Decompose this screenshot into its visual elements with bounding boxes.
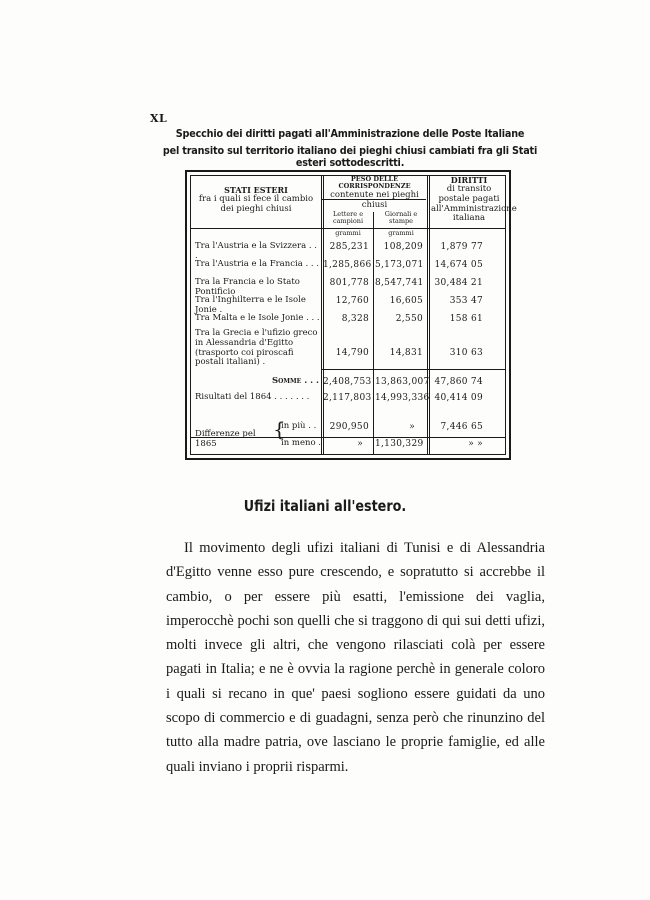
row-stato: Tra la Grecia e l'ufizio greco in Alessandria d'Egitto (trasporto coi piroscafi postali italiani) . <box>195 328 318 368</box>
differenze-piu-lettere: 290,950 <box>329 422 369 432</box>
diritti-subtitle: di transito postale pagati all'Amministrazione italiana <box>431 184 517 224</box>
differenze-piu-giornali: » <box>409 422 415 432</box>
differenze-meno-lettere: » <box>357 439 363 449</box>
risultati-lettere: 2,117,803 <box>323 393 372 403</box>
row-stato: Tra l'Austria e la Svizzera . . . <box>195 241 317 261</box>
somme-diritti: 47,860 74 <box>434 377 483 387</box>
stati-title: STATI ESTERI <box>224 185 288 195</box>
unit-grammi: grammi <box>335 229 361 237</box>
differenze-piu-label: in più . . <box>281 421 317 431</box>
row-giornali: 108,209 <box>383 242 423 252</box>
brace-icon: { <box>273 417 286 441</box>
page-number: XL <box>150 112 168 125</box>
stati-subtitle: fra i quali si fece il cambio dei pieghi chiusi <box>198 194 314 214</box>
row-diritti: 1,879 77 <box>440 242 483 252</box>
row-lettere: 12,760 <box>335 296 369 306</box>
row-lettere: 1,285,866 <box>323 260 372 270</box>
row-lettere: 14,790 <box>335 348 369 358</box>
row-giornali: 5,173,071 <box>375 260 424 270</box>
col-lettere: Lettere e campioni <box>332 210 364 226</box>
sum-divider <box>321 369 506 370</box>
risultati-giornali: 14,993,336 <box>375 393 430 403</box>
row-stato: Tra l'Austria e la Francia . . . <box>195 259 319 269</box>
row-stato: Tra l'Inghilterra e le Isole Jonie . <box>195 295 306 315</box>
body-paragraph: Il movimento degli ufizi italiani di Tunisi e di Alessandria d'Egitto venne esso pure crescendo, e sopratutto si accrebbe il cambio, o per essere più esatti, l'emissione dei vaglia, imperocchè pochi son quelli che si traggono di qui sui detti ufizi, molti invece gli altri, che vengono rilasciati colà per essere pagati in Italia; e ne è ovvia la ragione perchè in generale coloro i quali si recano in que' paesi sogliono essere guidati da uno scopo di commercio e di guadagni, senza però che rinunzino del tutto alla madre patria, ove lasciano le proprie famiglie, ed alle quali inviano i proprii risparmi. <box>166 540 545 775</box>
risultati-diritti: 40,414 09 <box>434 393 483 403</box>
row-diritti: 158 61 <box>449 314 483 324</box>
row-giornali: 8,547,741 <box>375 278 424 288</box>
differenze-meno-label: in meno . <box>281 438 321 448</box>
peso-subtitle: contenute nei pieghi chiusi <box>330 189 419 210</box>
differenze-label: Differenze pel 1865 <box>195 429 256 449</box>
somme-giornali: 13,863,007 <box>375 377 430 387</box>
row-giornali: 16,605 <box>389 296 423 306</box>
row-diritti: 14,674 05 <box>434 260 483 270</box>
table-title-line-1: Specchio dei diritti pagati all'Amministrazione delle Poste Italiane <box>175 128 525 140</box>
col-giornali: Giornali e stampe <box>384 210 418 226</box>
somme-lettere: 2,408,753 <box>323 377 372 387</box>
differenze-meno-diritti: » » <box>468 439 483 449</box>
peso-title: PESO DELLE CORRISPONDENZE <box>338 175 411 191</box>
row-diritti: 353 47 <box>449 296 483 306</box>
row-stato: Tra Malta e le Isole Jonie . . . <box>195 313 320 323</box>
column-divider <box>373 212 374 455</box>
differenze-meno-giornali: 1,130,329 <box>375 439 424 449</box>
row-lettere: 801,778 <box>329 278 369 288</box>
section-heading: Ufizi italiani all'estero. <box>243 497 407 515</box>
unit-grammi: grammi <box>388 229 414 237</box>
row-giornali: 14,831 <box>389 348 423 358</box>
postal-rights-table <box>185 170 517 460</box>
row-lettere: 8,328 <box>341 314 369 324</box>
differenze-piu-diritti: 7,446 65 <box>440 422 483 432</box>
diritti-title: DIRITTI <box>450 175 488 185</box>
row-giornali: 2,550 <box>395 314 423 324</box>
somme-label: Somme . . . <box>272 376 319 386</box>
row-diritti: 310 63 <box>449 348 483 358</box>
risultati-label: Risultati del 1864 . . . . . . . <box>195 392 310 402</box>
row-stato: Tra la Francia e lo Stato Pontificio <box>195 277 300 297</box>
row-diritti: 30,484 21 <box>434 278 483 288</box>
column-divider <box>427 175 430 455</box>
row-lettere: 285,231 <box>329 242 369 252</box>
table-title-line-2: pel transito sul territorio italiano dei pieghi chiusi cambiati fra gli Stati esteri sottodescritti. <box>162 145 538 169</box>
